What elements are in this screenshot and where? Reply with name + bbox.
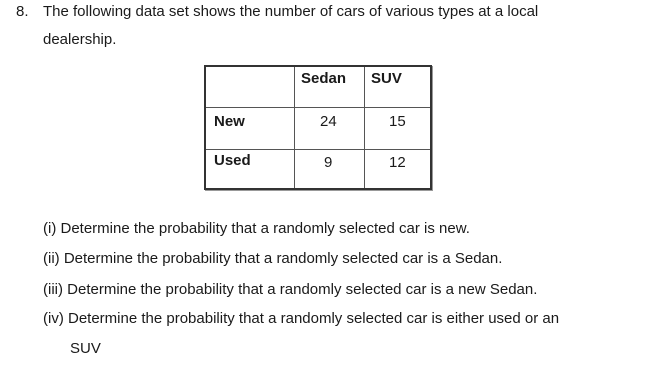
table-cell-used-suv: 12 bbox=[389, 154, 406, 171]
table-row-divider-2 bbox=[206, 149, 430, 150]
problem-stem-line-2: dealership. bbox=[43, 31, 117, 48]
table-header-sedan: Sedan bbox=[301, 70, 347, 87]
table-column-divider-2 bbox=[364, 67, 365, 188]
table-row-label-new: New bbox=[214, 113, 245, 130]
question-iv: (iv) Determine the probability that a randomly selected car is either used or an bbox=[43, 310, 560, 327]
table-column-divider-1 bbox=[294, 67, 295, 188]
data-table bbox=[204, 65, 432, 190]
question-iv-continued: SUV bbox=[70, 340, 101, 357]
table-cell-new-suv: 15 bbox=[389, 113, 406, 130]
table-header-suv: SUV bbox=[371, 70, 402, 87]
question-ii: (ii) Determine the probability that a randomly selected car is a Sedan. bbox=[43, 250, 503, 267]
table-cell-used-sedan: 9 bbox=[324, 154, 333, 171]
problem-stem-line-1: The following data set shows the number of cars of various types at a local bbox=[43, 3, 539, 20]
table-row-label-used: Used bbox=[214, 152, 251, 169]
table-row-divider-1 bbox=[206, 107, 430, 108]
question-i: (i) Determine the probability that a randomly selected car is new. bbox=[43, 220, 470, 237]
question-iii: (iii) Determine the probability that a randomly selected car is a new Sedan. bbox=[43, 281, 538, 298]
problem-number: 8. bbox=[16, 3, 29, 20]
table-cell-new-sedan: 24 bbox=[320, 113, 337, 130]
